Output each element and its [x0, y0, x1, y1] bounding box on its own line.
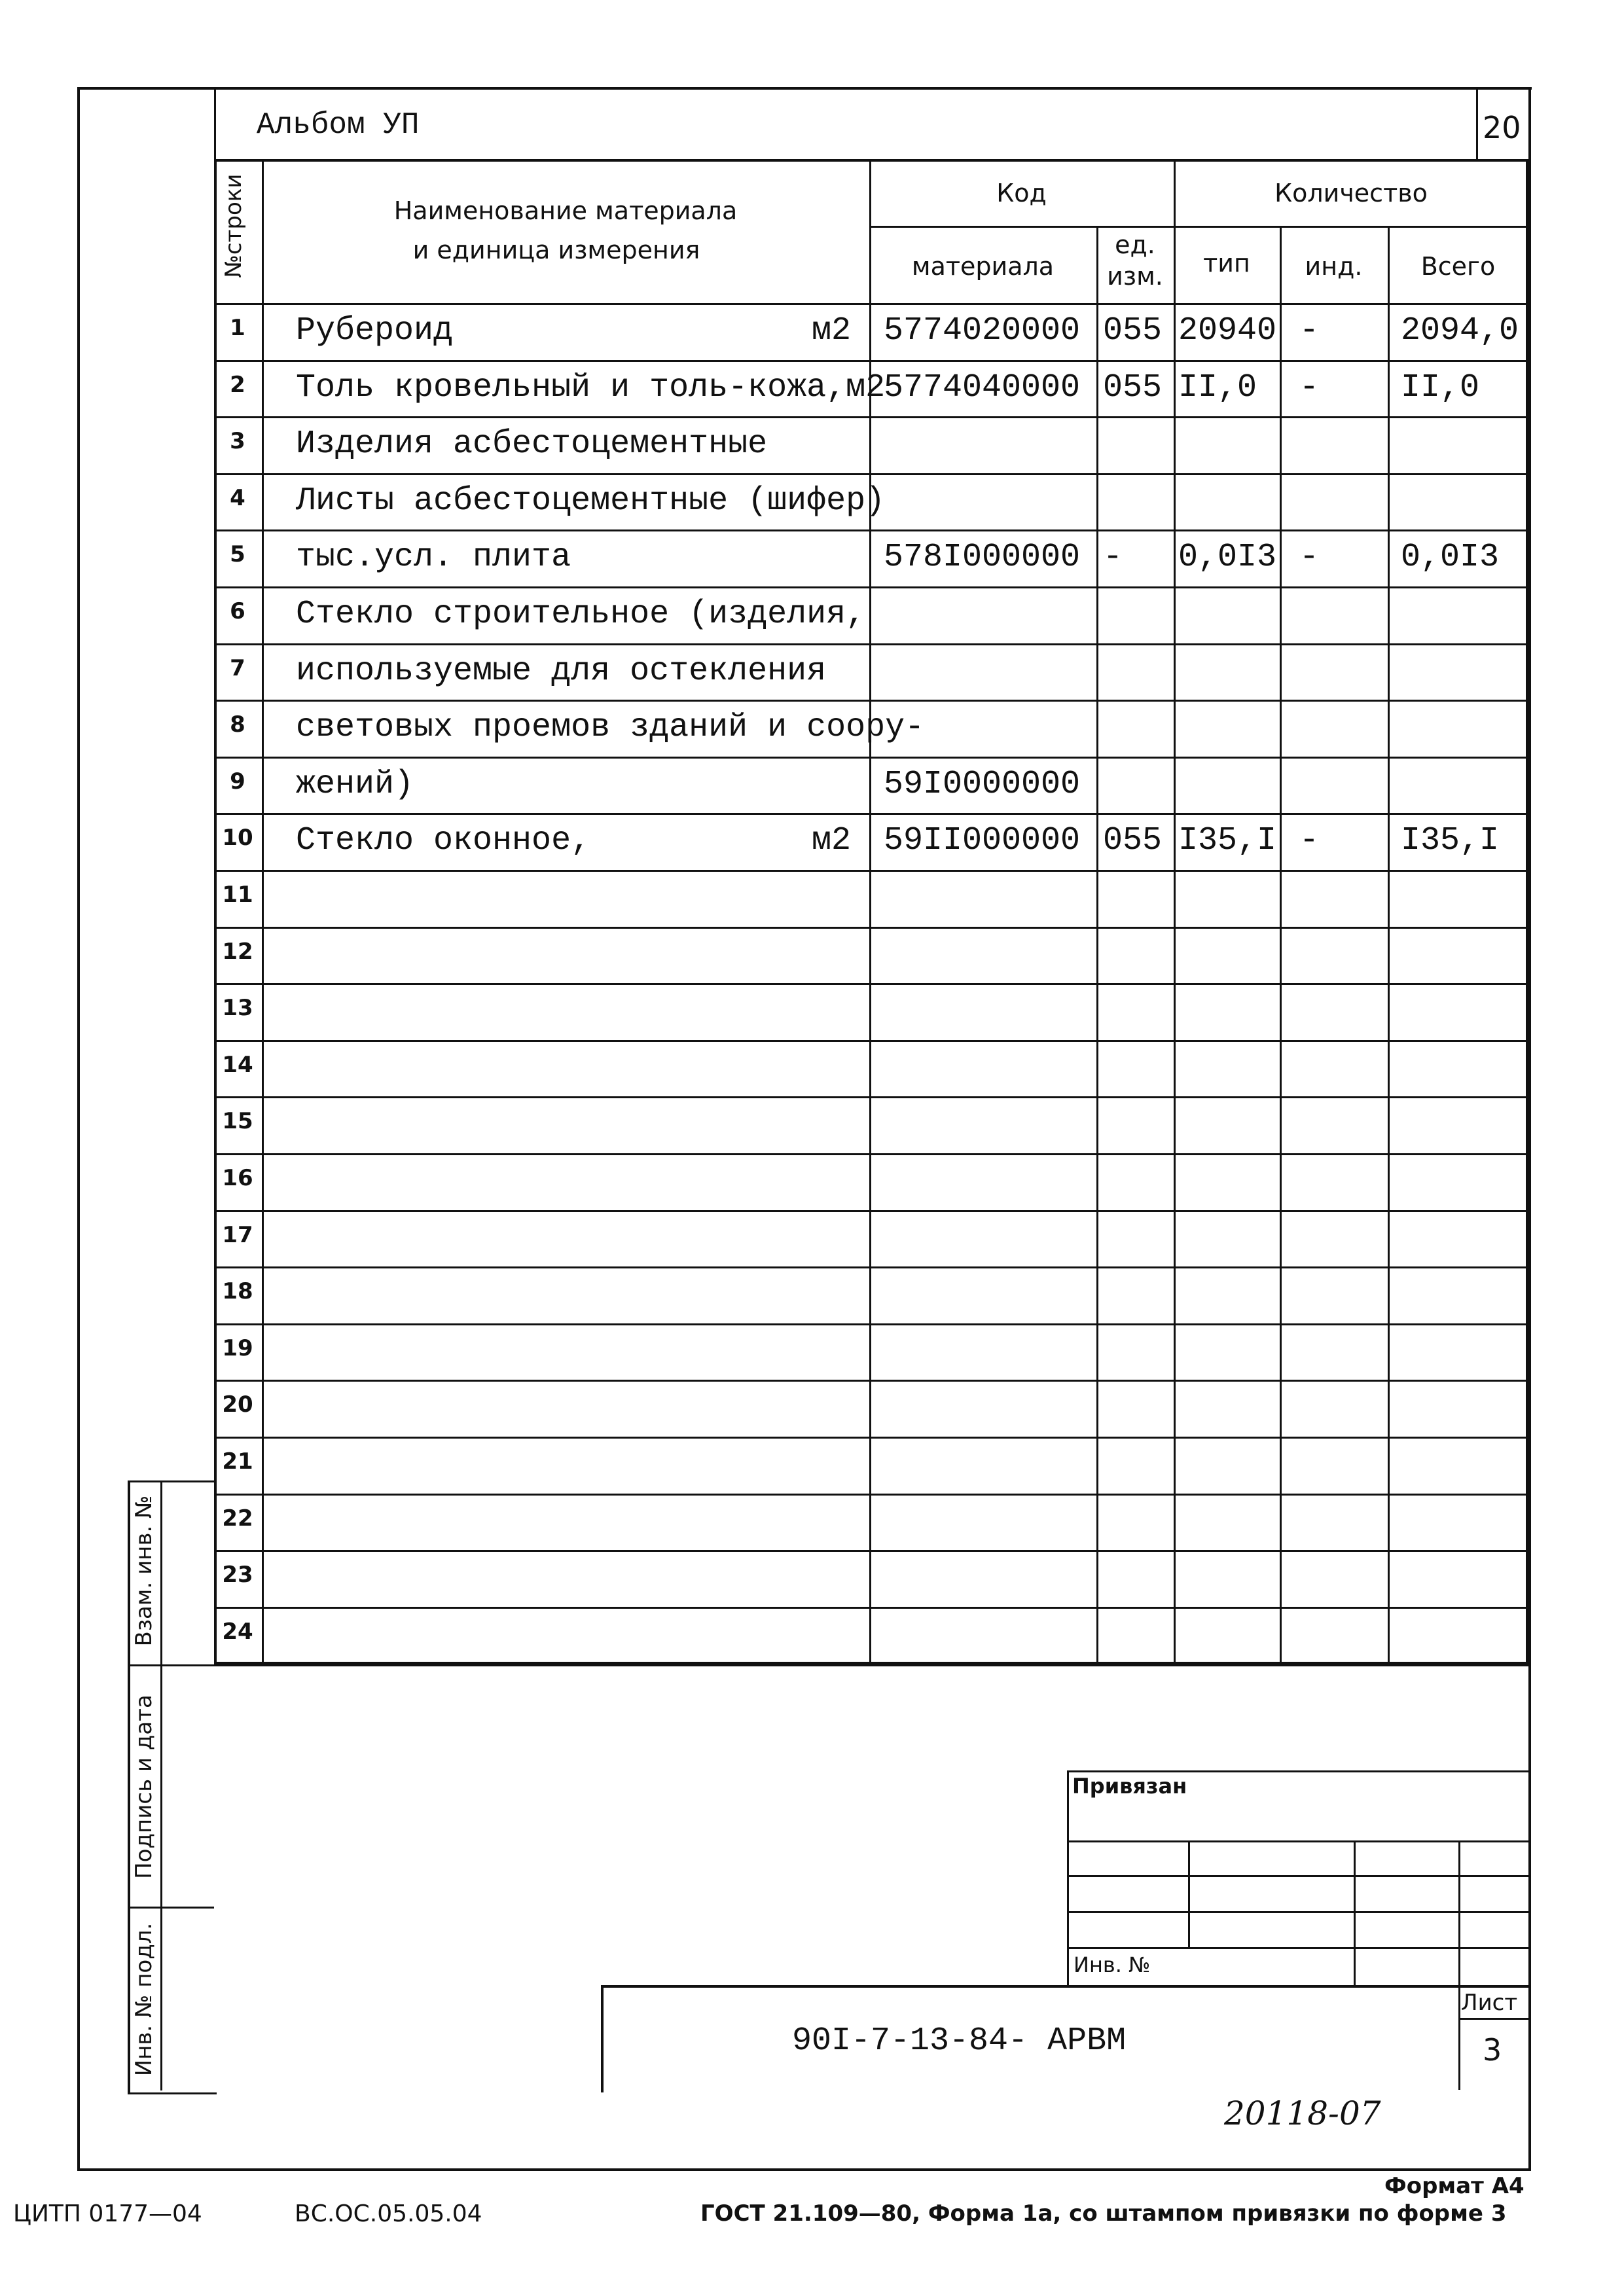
row-tip: 0,0I3	[1178, 539, 1277, 577]
row-name: жений)	[296, 765, 414, 803]
row-number: 14	[222, 1051, 253, 1078]
row-line	[214, 1153, 1528, 1155]
privyazan-vline-2	[1354, 1840, 1356, 1985]
row-number: 5	[230, 541, 245, 568]
col-line-ind	[1280, 226, 1282, 1664]
qty-group-header: Количество	[1274, 179, 1428, 207]
row-number: 6	[230, 598, 245, 624]
row-line	[214, 1210, 1528, 1212]
row-line	[214, 1323, 1528, 1325]
row-line	[214, 983, 1528, 985]
header-bottom-line	[214, 303, 1528, 305]
col-line-name	[262, 159, 264, 1664]
row-total: 0,0I3	[1401, 539, 1500, 577]
row-code: 59I0000000	[884, 765, 1081, 803]
row-line	[214, 643, 1528, 645]
row-line	[214, 1437, 1528, 1439]
row-code: 59II000000	[884, 822, 1081, 860]
format-label: Формат А4	[1384, 2173, 1525, 2199]
row-line	[214, 813, 1528, 815]
row-unit: м2	[812, 822, 852, 860]
privyazan-vline-1	[1188, 1840, 1190, 1947]
footer-gost: ГОСТ 21.109—80, Форма 1а, со штампом привязки по форме 3	[700, 2200, 1507, 2227]
row-number: 22	[222, 1505, 253, 1532]
row-number: 19	[222, 1335, 253, 1361]
inv-no-label: Инв. №	[1074, 1952, 1151, 1977]
col-line-total	[1388, 226, 1390, 1664]
stamp-top-line	[214, 1664, 1528, 1666]
row-number: 20	[222, 1391, 253, 1418]
row-line	[214, 927, 1528, 929]
total-subheader: Всего	[1420, 252, 1496, 281]
row-tip: II,0	[1178, 368, 1257, 406]
row-name: Стекло оконное,	[296, 822, 591, 860]
list-value: 3	[1483, 2032, 1502, 2068]
row-name: Стекло строительное (изделия,	[296, 596, 866, 633]
row-line	[214, 700, 1528, 702]
row-ind: -	[1299, 312, 1320, 350]
row-line	[214, 529, 1528, 531]
row-code: 578I000000	[884, 539, 1081, 577]
col-line-qty	[1174, 159, 1176, 1664]
row-number: 12	[222, 938, 253, 965]
podpis-data-label: Подпись и дата	[131, 1695, 157, 1879]
row-line	[214, 870, 1528, 872]
ind-subheader: инд.	[1305, 252, 1363, 281]
row-line	[214, 1607, 1528, 1609]
row-number: 17	[222, 1221, 253, 1248]
row-number: 24	[222, 1618, 253, 1645]
row-ind: -	[1299, 368, 1320, 406]
row-name: тыс.усл. плита	[296, 539, 571, 577]
rownum-header: №строки	[221, 173, 247, 278]
row-line	[214, 1266, 1528, 1268]
col-line-ed	[1096, 226, 1098, 1664]
material-subheader: материала	[911, 252, 1055, 281]
page-frame-bottom	[77, 2168, 1531, 2171]
row-name: Толь кровельный и толь-кожа,м2	[296, 368, 886, 406]
row-number: 18	[222, 1278, 253, 1305]
designation-text: 90I-7-13-84- АРВМ	[792, 2022, 1127, 2060]
footer-code-1: ЦИТП 0177—04	[13, 2200, 202, 2227]
row-line	[214, 1096, 1528, 1098]
row-name: Листы асбестоцементные (шифер)	[296, 482, 886, 520]
privyazan-label: Привязан	[1072, 1774, 1187, 1799]
row-line	[214, 1494, 1528, 1496]
row-line	[214, 1380, 1528, 1382]
unit-subheader-2: изм.	[1107, 262, 1163, 291]
row-name: Изделия асбестоцементные	[296, 425, 768, 463]
list-label-line	[1458, 2018, 1528, 2020]
row-number: 13	[222, 995, 253, 1022]
privyazan-vline-3	[1458, 1840, 1460, 1985]
row-ed: 055	[1103, 312, 1163, 350]
row-unit: м2	[812, 312, 852, 350]
row-name: Рубероид	[296, 312, 454, 350]
page-number: 20	[1483, 110, 1521, 145]
handwritten-number: 20118-07	[1224, 2094, 1381, 2132]
vzam-inv-label: Взам. инв. №	[131, 1495, 157, 1647]
row-code: 5774020000	[884, 312, 1081, 350]
row-number: 2	[230, 371, 245, 398]
list-label: Лист	[1461, 1990, 1518, 2016]
row-name: используемые для остекления	[296, 652, 827, 690]
row-number: 3	[230, 428, 245, 455]
row-number: 23	[222, 1562, 253, 1588]
row-line	[214, 586, 1528, 588]
album-title: Альбом УП	[257, 108, 420, 142]
row-number: 21	[222, 1448, 253, 1475]
header-subline	[869, 226, 1528, 228]
row-ed: 055	[1103, 822, 1163, 860]
row-number: 4	[230, 484, 245, 511]
row-name: световых проемов зданий и соору-	[296, 709, 925, 747]
footer-code-2: ВС.ОС.05.05.04	[295, 2200, 482, 2227]
row-ed: -	[1103, 539, 1123, 577]
row-code: 5774040000	[884, 368, 1081, 406]
list-divider	[1458, 1985, 1460, 2090]
row-ind: -	[1299, 539, 1320, 577]
row-total: I35,I	[1401, 822, 1500, 860]
unit-subheader-1: ед.	[1115, 230, 1155, 259]
row-line	[214, 1550, 1528, 1552]
row-line	[214, 757, 1528, 759]
inv-podl-label: Инв. № подл.	[131, 1922, 157, 2077]
name-header-line2: и единица измерения	[412, 236, 700, 264]
row-total: II,0	[1401, 368, 1480, 406]
row-line	[214, 1040, 1528, 1042]
row-number: 10	[222, 825, 253, 852]
row-number: 16	[222, 1165, 253, 1191]
name-header-line1: Наименование материала	[393, 196, 738, 225]
row-tip: I35,I	[1178, 822, 1277, 860]
row-line	[214, 416, 1528, 418]
type-subheader: тип	[1203, 249, 1250, 278]
row-line	[214, 360, 1528, 362]
row-tip: 20940	[1178, 312, 1277, 350]
row-number: 11	[222, 882, 253, 908]
row-total: 2094,0	[1401, 312, 1519, 350]
row-ed: 055	[1103, 368, 1163, 406]
code-group-header: Код	[996, 179, 1047, 207]
row-number: 1	[230, 315, 245, 341]
row-number: 7	[230, 655, 245, 681]
row-number: 9	[230, 768, 245, 795]
row-ind: -	[1299, 822, 1320, 860]
row-number: 8	[230, 711, 245, 738]
row-line	[214, 473, 1528, 475]
side-stamp-sep-1	[128, 1664, 214, 1666]
side-stamp-divider	[160, 1480, 162, 2090]
row-number: 15	[222, 1108, 253, 1135]
